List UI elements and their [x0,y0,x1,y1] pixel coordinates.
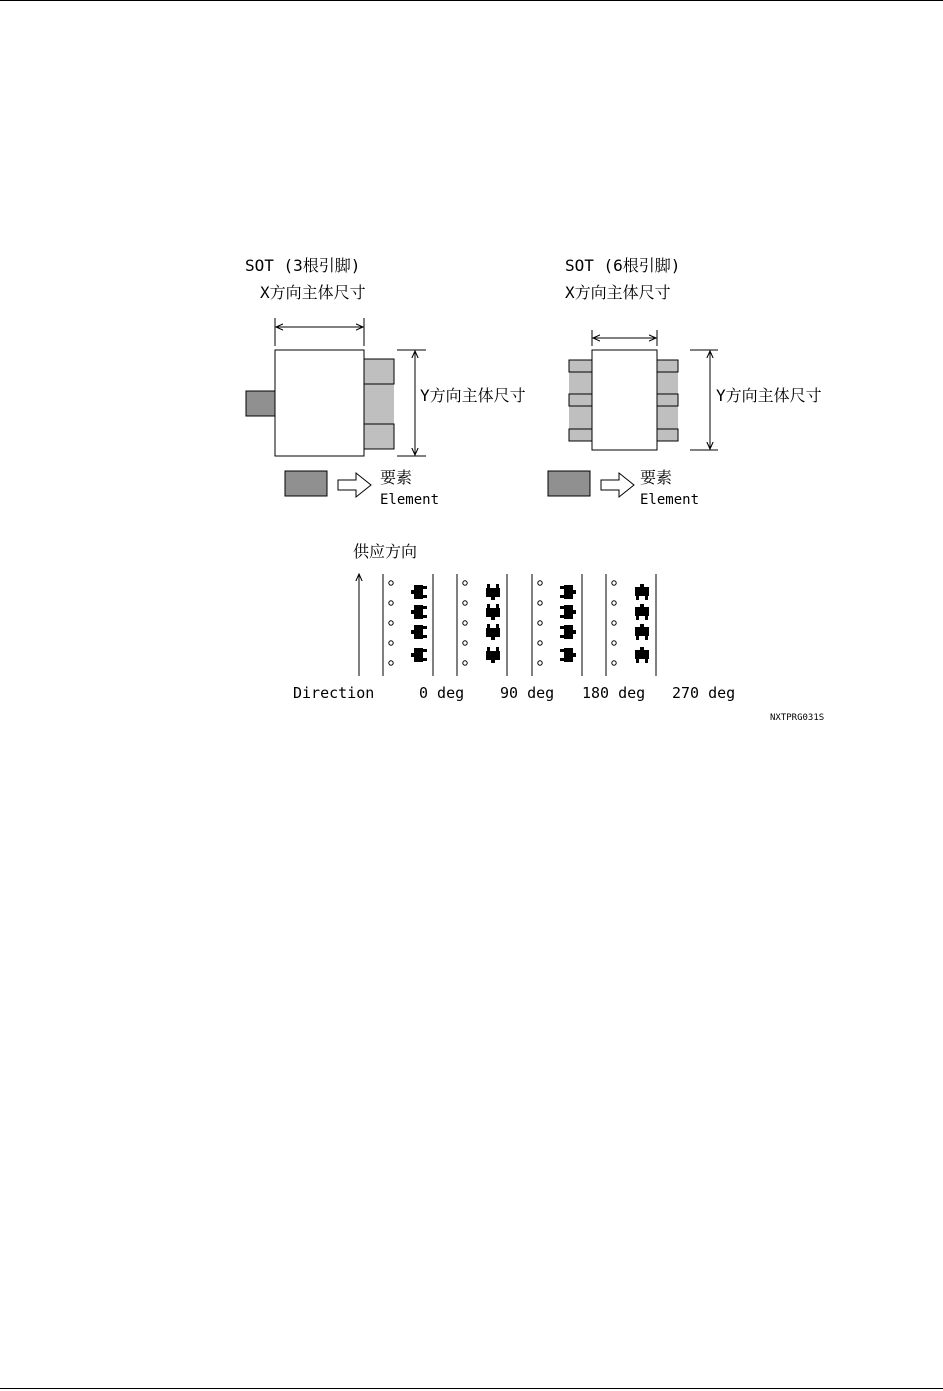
sot3-x-label: X方向主体尺寸 [260,283,366,302]
sot6-element-arrow-icon [601,473,634,497]
tape-component [560,585,576,599]
sot6-element-label-cn: 要素 [640,468,673,487]
sot3-element-arrow-icon [338,473,371,497]
tape-component [486,647,500,663]
feed-direction-label-cn: 供应方向 [353,542,418,561]
sot6-lead-right-2 [657,394,678,406]
tape-component [635,584,649,600]
carrier-tape-2 [532,574,582,676]
tape-component [486,604,500,620]
sot3-element-label-en: Element [380,492,440,508]
angle-label-90: 90 deg [500,684,555,702]
sot6-figure [548,256,822,508]
tape-component [486,624,500,640]
angle-label-0: 0 deg [419,684,465,702]
tape-component [486,584,500,600]
sprocket-hole [538,661,542,665]
tape-component [411,648,427,662]
tape-component [635,604,649,620]
sot6-lead-right-1 [657,360,678,372]
sprocket-hole [463,661,467,665]
sot3-lead-right-bottom [364,424,394,449]
sprocket-hole [612,661,616,665]
sot3-lead-right-top [364,359,394,384]
sprocket-hole [538,621,542,625]
sot6-element-swatch [548,471,590,496]
sot6-body [592,350,657,450]
sprocket-hole [389,661,393,665]
tape-component [411,605,427,619]
feed-tapes [383,574,656,676]
carrier-tape-1 [457,574,507,676]
sprocket-hole [389,621,393,625]
sot3-body [275,350,364,456]
sprocket-hole [612,581,616,585]
sot3-title: SOT (3根引脚) [245,256,361,275]
tape-component [560,625,576,639]
sot6-lead-left-1 [569,360,592,372]
figure-code: NXTPRG031S [770,713,825,723]
sot6-lead-left-3 [569,429,592,441]
carrier-tape-3 [606,574,656,676]
sprocket-hole [389,601,393,605]
tape-component [411,625,427,639]
sprocket-hole [463,621,467,625]
tape-component [560,648,576,662]
sot6-lead-right-3 [657,429,678,441]
sot3-element-swatch [285,471,327,496]
sot3-lead-left [246,391,276,416]
tape-component [411,585,427,599]
sprocket-hole [463,601,467,605]
sot6-title: SOT (6根引脚) [565,256,681,275]
sprocket-hole [538,641,542,645]
sprocket-hole [389,641,393,645]
carrier-tape-0 [383,574,433,676]
tape-component [635,647,649,663]
sot3-y-label: Y方向主体尺寸 [420,386,526,405]
tape-component [635,624,649,640]
sprocket-hole [612,621,616,625]
sot6-element-label-en: Element [640,492,700,508]
sot3-lead-region-right [364,384,394,424]
sprocket-hole [463,581,467,585]
sprocket-hole [389,581,393,585]
sprocket-hole [463,641,467,645]
feed-direction-label-en: Direction [293,684,375,702]
sot6-lead-left-2 [569,394,592,406]
sprocket-hole [538,581,542,585]
sprocket-hole [612,641,616,645]
sot3-figure [245,256,526,508]
angle-label-270: 270 deg [672,684,736,702]
sot6-y-label: Y方向主体尺寸 [716,386,822,405]
angle-label-180: 180 deg [582,684,646,702]
sprocket-hole [538,601,542,605]
sot3-element-label-cn: 要素 [380,468,413,487]
tape-component [560,605,576,619]
feed-direction-figure [293,542,735,702]
sot6-x-label: X方向主体尺寸 [565,283,671,302]
sprocket-hole [612,601,616,605]
